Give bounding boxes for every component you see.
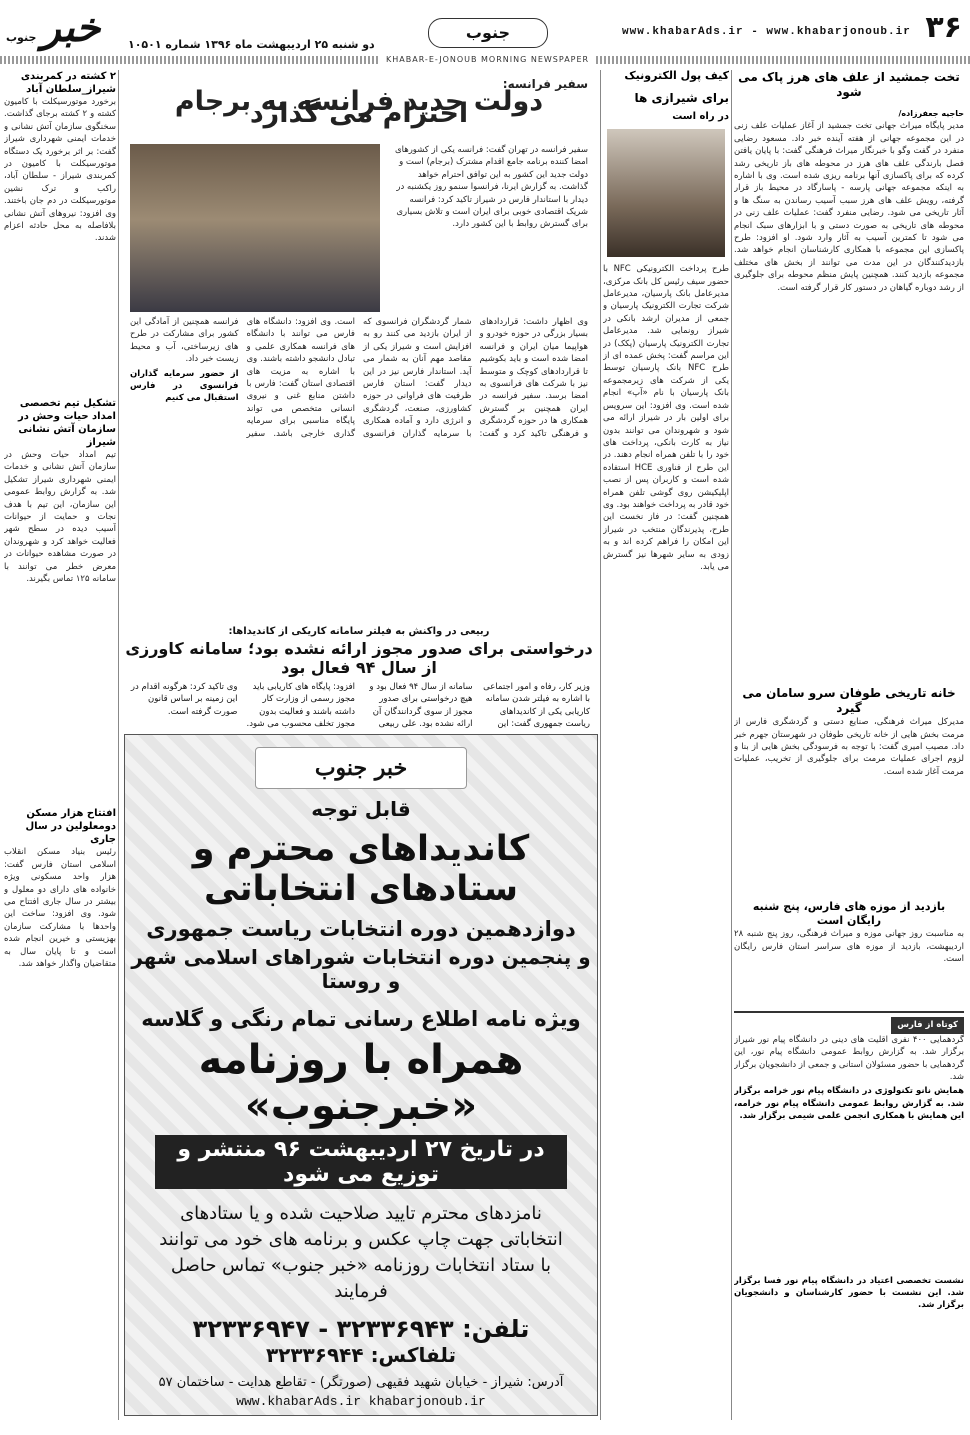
ad-instructions: نامزدهای محترم تایید صلاحیت شده و یا ستادهای انتخاباتی جهت چاپ عکس و برنامه های خود می توانند با ستاد انتخابات روزنامه «خبر جنوب» تماس حاصل فرمایند	[159, 1203, 563, 1302]
right-column	[734, 70, 964, 1425]
ad-line: همراه با روزنامه «خبرجنوب»	[198, 1037, 524, 1129]
article-title[interactable]: بازدید از موزه های فارس، پنج شنبه رایگان است	[752, 900, 946, 928]
story-subhead: از حضور سرمایه گذاران فرانسوی در فارس استقبال می کنیم	[130, 368, 239, 404]
story2-headline[interactable]: درخواستی برای صدور مجوز ارائه نشده بود؛ سامانه کاورزی از سال ۹۴ فعال بود	[125, 639, 593, 677]
ad-fax	[125, 1343, 597, 1367]
article-body: به مناسبت روز جهانی موزه و میراث فرهنگی، روز پنج شنبه ۲۸ اردیبهشت، بازدید از موزه های سراسر استان فارس رایگان است.	[734, 929, 964, 964]
column-divider	[731, 70, 732, 1420]
interview-column	[603, 70, 729, 1425]
article-body: برخورد موتورسیکلت با کامیون کشته و ۲ کشته برجای گذاشت. سخنگوی سازمان آتش نشانی و خدمات ایمنی شهرداری شیراز گفت: بر اثر برخورد یک دستگاه موتورسیکلت با کامیون در کمربندی شیراز - سلطان آباد، راکب و ترک نشین موتورسیکلت در دم جان باختند. وی افزود: نیروهای آتش نشانی بلافاصله به محل حادثه اعزام شدند.	[4, 97, 116, 244]
column-divider	[600, 70, 601, 1420]
ad-line: دوازدهمین دوره انتخابات ریاست جمهوری	[146, 917, 576, 941]
article-title[interactable]: خانه تاریخی طوفان سرو سامان می گیرد	[742, 686, 956, 716]
ad-logo: خبر جنوب	[255, 747, 467, 789]
ad-fax-number: ۳۲۳۳۶۹۴۴	[265, 1343, 364, 1367]
interview-body: طرح پرداخت الکترونیکی NFC با حضور سیف رئیس کل بانک مرکزی، مدیرعامل بانک پارسیان، مدیرعامل شرکت تجارت الکترونیک پارسیان و جمعی از مدیران ارشد بانکی در شیراز رونمایی شد. مدیرعامل تجارت الکترونیک پارسیان (پکک) در این مراسم گفت: پخش عمده ای از طرح NFC بانک پارسیان توسط یکی از شرکت های زیرمجموعه بانک پارسیان با نام «آپ» انجام شده است. وی افزود: این سرویس برای اولین بار در شیراز ارائه می شود و شهروندان می توانند بدون نیاز به کارت بانکی، پرداخت های خود را با تلفن همراه انجام دهند. در این طرح از فناوری HCE استفاده شده است و کاربران پس از نصب اپلیکیشن روی گوشی تلفن همراه خود قادر به پرداخت خواهند بود. وی همچنین گفت: در فاز نخست این طرح، پذیرندگان منتخب در شیراز این امکان را فراهم کرده اند و به زودی به سایر شهرها نیز گسترش می یابد.	[603, 264, 729, 572]
story-kicker: سفیر فرانسه:	[502, 77, 588, 91]
page-number: ۳۶	[925, 10, 962, 45]
ad-phone	[125, 1315, 597, 1343]
dateline: دو شنبه ۲۵ اردیبهشت ماه ۱۳۹۶ شماره ۱۰۵۰۱	[128, 38, 375, 51]
ad-line: ویژه نامه اطلاع رسانی تمام رنگی و گلاسه	[141, 1007, 581, 1031]
left-column	[4, 70, 116, 1425]
interview-title[interactable]: برای شیرازی ها	[634, 91, 729, 106]
article-body: تیم امداد حیات وحش در سازمان آتش نشانی و خدمات ایمنی شهرداری شیراز تشکیل شد. به گزارش روابط عمومی این سازمان، این تیم با هدف نجات و حمایت از حیوانات آسیب دیده در سطح شهر فعالیت خواهد کرد و شهروندان در صورت مشاهده حیوانات در معرض خطر می توانند با سامانه ۱۲۵ تماس بگیرند.	[4, 449, 116, 584]
article-body: مدیر پایگاه میراث جهانی تخت جمشید از آغاز عملیات علف زنی در این مجموعه جهانی از هفته آینده خبر داد. مسعود رضایی منفرد در گفت وگو با خبرنگار میراث فرهنگی گفت: با پایان یافتن فصل بارندگی علف های هرز در محوطه های باز تاریخی رشد کرده که برای پاکسازی آنها برنامه ریزی شده است. وی با اشاره به اینکه مجموعه جهانی پارسه - پاسارگاد در محیط باز قرار گرفته، رویش علف های هرز سبب آسیب رساندن به سنگ ها و آثار تاریخی می شود. رضایی منفرد گفت: عملیات علف زنی در محوطه های تاریخی به صورت دستی و با ابزارهای سبک انجام می شود تا کمترین آسیب به آثار وارد شود. او افزود: طرح پاکسازی این مجموعه با همکاری کارشناسان انجام خواهد شد. بازدیدکنندگان در این مدت می توانند از بخش های مختلف مجموعه بازدید کنند. همچنین پایش منظم محوطه برای جلوگیری از رشد دوباره گیاهان در دستور کار قرار گرفته است.	[734, 121, 964, 293]
interview-kicker: کیف پول الکترونیک	[624, 70, 729, 82]
section-label: جنوب	[428, 18, 548, 48]
article-body: مدیرکل میراث فرهنگی، صنایع دستی و گردشگری فارس از مرمت بخش هایی از خانه تاریخی طوفان در شهرستان جهرم خبر داد. مصیب امیری گفت: با توجه به فرسودگی بخش هایی از بنا و لزوم اجرای عملیات مرمت برای جلوگیری از تخریب، عملیات مرمت آغاز شده است.	[734, 717, 964, 777]
logo-text: خبر	[41, 4, 101, 51]
story2-kicker: ربیعی در واکنش به فیلتر سامانه کاریکی از کاندیداها:	[228, 626, 490, 637]
main-story	[120, 70, 598, 720]
story-headline[interactable]: دولت جدید فرانسه به برجام احترام می گذارد	[174, 86, 544, 130]
interview-subtitle: در راه است	[672, 110, 729, 122]
short-news-item: همایش نانو تکنولوژی در دانشگاه پیام نور خرامه برگزار شد. به گزارش روابط عمومی دانشگاه پیام نور خرامه، این همایش با همکاری انجمن علمی شیمی برگزار شد.	[734, 1086, 964, 1122]
ad-fax-label: تلفاکس:	[370, 1343, 457, 1367]
newspaper-logo	[6, 4, 116, 54]
short-news-label: کوتاه از فارس	[891, 1017, 964, 1033]
logo-subtext: جنوب	[6, 31, 37, 44]
article-spacer	[4, 247, 116, 397]
ad-address: آدرس: شیراز - خیابان شهید فقیهی (صورتگر) - تقاطع هدایت - ساختمان ۵۷	[158, 1375, 564, 1390]
diplomats-meeting-photo	[130, 144, 380, 312]
article-title[interactable]: افتتاح هزار مسکن دومعلولین در سال جاری	[25, 808, 116, 846]
ad-line: کاندیداهای محترم و ستادهای انتخاباتی	[192, 829, 530, 909]
article-spacer	[734, 780, 964, 900]
ad-phone-numbers: ۳۲۳۳۶۹۴۳ - ۳۲۳۳۶۹۴۷	[192, 1315, 454, 1343]
masthead	[0, 0, 970, 58]
story2-body: وزیر کار، رفاه و امور اجتماعی با اشاره به فیلتر شدن سامانه کاریابی یکی از کاندیداهای ریاست جمهوری گفت: این سامانه از سال ۹۴ فعال بود و هیچ درخواستی برای صدور مجوز از سوی گردانندگان آن ارائه نشده بود. علی ربیعی افزود: پایگاه های کاریابی باید مجوز رسمی از وزارت کار داشته باشند و فعالیت بدون مجوز تخلف محسوب می شود. وی تاکید کرد: هرگونه اقدام در این زمینه بر اساس قانون صورت گرفته است.	[130, 682, 590, 730]
article-spacer	[734, 1125, 964, 1275]
ad-line: و پنجمین دوره انتخابات شوراهای اسلامی شهر و روستا	[131, 945, 591, 993]
article-body: رئیس بنیاد مسکن انقلاب اسلامی استان فارس گفت: هزار واحد مسکونی ویژه خانواده های دارای دو معلول و بیشتر در سال جاری افتتاح می شود. وی افزود: ساخت این واحدها با مشارکت سازمان بهزیستی و خیرین انجام شده است و تا پایان سال به متقاضیان واگذار خواهد شد.	[4, 847, 116, 969]
short-news-item: نشست تخصصی اعتیاد در دانشگاه پیام نور فسا برگزار شد. این نشست با حضور کارشناسان و دانشجویان برگزار شد.	[734, 1275, 964, 1311]
portrait-photo	[607, 129, 725, 257]
story-paragraph: وی اظهار داشت: قراردادهای بسیار بزرگی در حوزه خودرو و هواپیما میان ایران و فرانسه امضا شده است و باید بکوشیم تا قراردادهای کوچک و متوسط نیز با شرکت های فرانسوی به امضا برسد. سفیر فرانسه در ایران همچنین بر گسترش همکاری ها در حوزه گردشگری و فرهنگی تاکید کرد و گفت: شمار گردشگران فرانسوی که از ایران بازدید می کنند رو به افزایش است و شیراز یکی از مقاصد مهم آنان به شمار می آید. استاندار فارس نیز در این دیدار گفت: استان فارس ظرفیت های فراوانی در حوزه کشاورزی، صنعت، گردشگری و انرژی دارد و آماده همکاری با سرمایه گذاران فرانسوی است. وی افزود: دانشگاه های فارس می توانند با دانشگاه های فرانسه همکاری علمی و تبادل دانشجو داشته باشند. وی با اشاره به مزیت های اقتصادی استان گفت: فارس با داشتن منابع غنی و نیروی انسانی متخصص می تواند پایگاه مناسبی برای سرمایه گذاری خارجی باشد. سفیر فرانسه همچنین از آمادگی این کشور برای مشارکت در طرح های زیرساختی، آب و محیط زیست خبر داد.	[130, 317, 588, 439]
article-byline: حاجیه جعفرزاده/	[898, 109, 964, 118]
ad-line: قابل توجه	[311, 797, 411, 821]
header-strip-text: KHABAR-E-JONOUB MORNING NEWSPAPER	[380, 55, 595, 64]
article-title[interactable]: ۲ کشته در کمربندی شیراز_سلطان آباد	[20, 71, 116, 95]
article-spacer	[734, 967, 964, 1011]
story-lead: سفیر فرانسه در تهران گفت: فرانسه یکی از کشورهای امضا کننده برنامه جامع اقدام مشترک (برجام) است و دولت جدید این کشور به این توافق احترام خواهد گذاشت. به گزارش ایرنا، فرانسوا سنمو روز یکشنبه در دیدار با استاندار فارس در شیراز تاکید کرد: فرانسه شریک اقتصادی خوبی برای ایران است و تلاش بسیاری برای گسترش روابط با این کشور دارد.	[394, 145, 588, 230]
short-news-item: گردهمایی ۴۰۰ نفری اقلیت های دینی در دانشگاه پیام نور شیراز برگزار شد. به گزارش روابط عمومی دانشگاه پیام نور، این گردهمایی با حضور مسئولان استانی و جمعی از دانشجویان برگزار شد.	[734, 1034, 964, 1082]
short-news-box	[734, 1011, 964, 1311]
column-divider	[118, 70, 119, 1420]
election-advertisement	[124, 734, 598, 1416]
article-title[interactable]: تشکیل تیم تخصصی امداد حیات وحش در سازمان آتش نشانی شیراز	[18, 397, 116, 448]
article-body-continued	[734, 296, 964, 682]
ad-phone-label: تلفن:	[462, 1315, 530, 1343]
site-urls[interactable]: www.khabarAds.ir - www.khabarjonoub.ir	[622, 26, 911, 38]
ad-date-banner: در تاریخ ۲۷ اردیبهشت ۹۶ منتشر و توزیع می شود	[155, 1135, 567, 1189]
article-spacer	[4, 587, 116, 807]
second-story	[120, 624, 598, 732]
ad-websites[interactable]: www.khabarAds.ir khabarjonoub.ir	[236, 1394, 486, 1409]
article-title[interactable]: تخت جمشید از علف های هرز پاک می شود	[738, 70, 960, 99]
